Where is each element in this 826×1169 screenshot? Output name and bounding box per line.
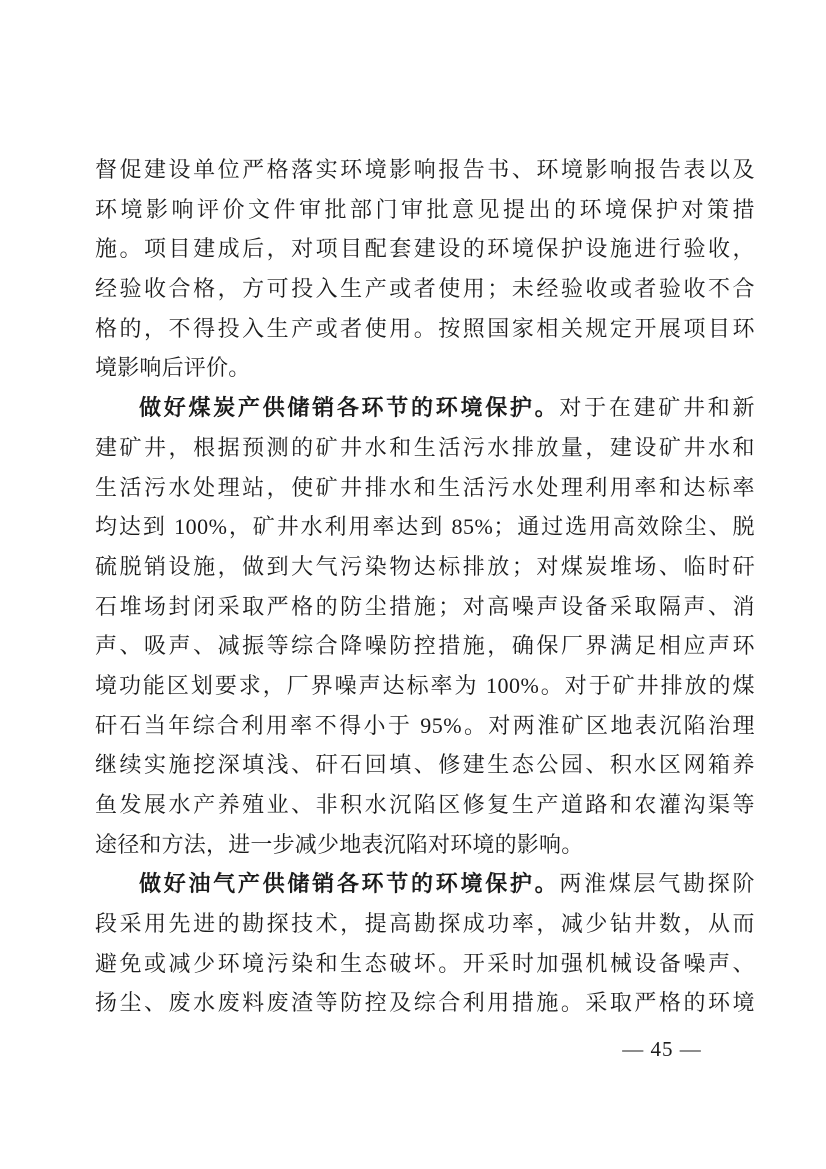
- text-line: 建矿井，根据预测的矿井水和生活污水排放量，建设矿井水和: [95, 434, 755, 460]
- text-line-paragraph-end: 境影响后评价。: [95, 355, 251, 381]
- text-line: 石堆场封闭采取严格的防尘措施；对高噪声设备采取隔声、消: [95, 593, 755, 619]
- document-body: [95, 150, 755, 1023]
- text-line: 声、吸声、减振等综合降噪防控措施，确保厂界满足相应声环: [95, 633, 755, 659]
- text-line: 境功能区划要求，厂界噪声达标率为 100%。对于矿井排放的煤: [95, 672, 755, 698]
- paragraph-lead-bold: 做好油气产供储销各环节的环境保护。: [139, 871, 560, 897]
- text-line: 扬尘、废水废料废渣等防控及综合利用措施。采取严格的环境: [95, 990, 755, 1016]
- text-line: 生活污水处理站，使矿井排水和生活污水处理利用率和达标率: [95, 474, 755, 500]
- text-line: 格的，不得投入生产或者使用。按照国家相关规定开展项目环: [95, 315, 755, 341]
- text-line: 避免或减少环境污染和生态破坏。开采时加强机械设备噪声、: [95, 950, 755, 976]
- text-line: 施。项目建成后，对项目配套建设的环境保护设施进行验收，: [95, 236, 755, 262]
- text-line-paragraph-start: [95, 864, 755, 904]
- paragraph-lead-rest: 两淮煤层气勘探阶: [559, 871, 755, 897]
- text-line: 鱼发展水产养殖业、非积水沉陷区修复生产道路和农灌沟渠等: [95, 792, 755, 817]
- paragraph-lead-rest: 对于在建矿井和新: [559, 395, 755, 421]
- text-line: 段采用先进的勘探技术，提高勘探成功率，减少钻井数，从而: [95, 911, 755, 937]
- text-line: 硫脱销设施，做到大气污染物达标排放；对煤炭堆场、临时矸: [95, 553, 755, 579]
- text-line: 矸石当年综合利用率不得小于 95%。对两淮矿区地表沉陷治理: [95, 712, 755, 738]
- text-line: 经验收合格，方可投入生产或者使用；未经验收或者验收不合: [95, 276, 755, 302]
- text-line-paragraph-end: 途径和方法，进一步减少地表沉陷对环境的影响。: [95, 831, 584, 857]
- text-line: 均达到 100%，矿井水利用率达到 85%；通过选用高效除尘、脱: [95, 514, 755, 540]
- text-line: 督促建设单位严格落实环境影响报告书、环境影响报告表以及: [95, 157, 755, 182]
- text-line: 继续实施挖深填浅、矸石回填、修建生态公园、积水区网箱养: [95, 752, 755, 778]
- text-line-paragraph-start: [95, 388, 755, 428]
- text-line: 环境影响评价文件审批部门审批意见提出的环境保护对策措: [95, 196, 755, 222]
- page-number: — 45 —: [622, 1037, 702, 1061]
- paragraph-lead-bold: 做好煤炭产供储销各环节的环境保护。: [139, 395, 560, 421]
